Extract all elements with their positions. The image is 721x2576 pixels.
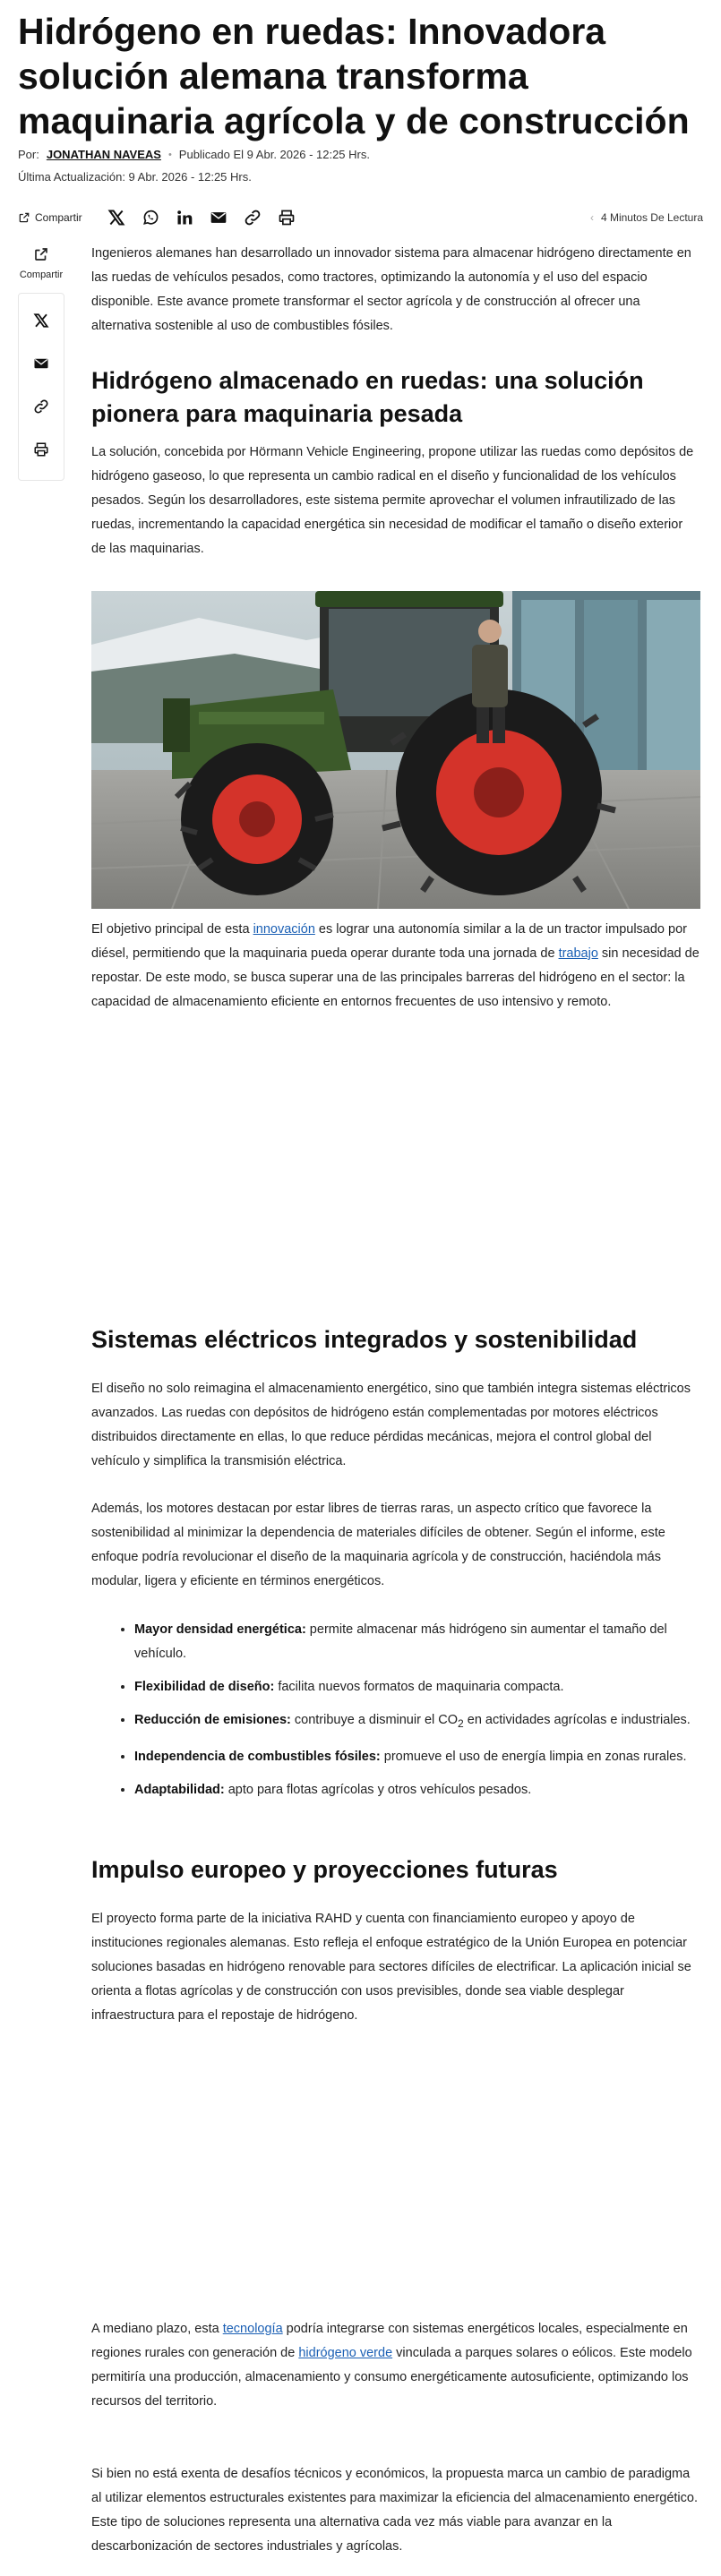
paragraph-objective-text-b: es lograr una autonomía similar a la de un tractor impulsado por diésel, permitiendo que la maquinaria pueda operar durante toda una jornada de [91,922,687,961]
print-icon [278,209,296,227]
paragraph-mid-term-text-c: vinculada a parques solares o eólicos. Este modelo permitiría una producción, almacenamiento y consumo energéticamente autosuficiente, optimizando los recursos del territorio. [91,2346,692,2409]
linkedin-icon [176,209,193,227]
list-item [134,1708,700,1736]
copy-link-button[interactable] [238,204,267,231]
share-icon [18,211,30,224]
sidebar-x-button[interactable] [23,301,59,344]
share-bar [18,204,703,231]
tractor-photo [91,591,700,909]
x-icon [33,312,49,333]
byline [18,148,370,161]
link-icon [244,209,262,227]
link-trabajo[interactable]: trabajo [558,946,598,961]
benefit-text-continued: en actividades agrícolas e industriales. [463,1713,691,1727]
benefit-term: Independencia de combustibles fósiles: [134,1749,381,1764]
sticky-share-sidebar [18,246,64,481]
chevron-left-icon: ‹ [589,211,594,224]
benefit-term: Adaptabilidad: [134,1782,225,1797]
share-x-button[interactable] [102,204,131,231]
section-heading-european-push: Impulso europeo y proyecciones futuras [91,1856,558,1883]
paragraph-mid-term-text-b: podría integrarse con sistemas energéticos locales, especialmente en regiones rurales con generación de [91,2322,688,2360]
benefit-text: permite almacenar más hidrógeno sin aumentar el tamaño del vehículo. [134,1622,667,1661]
print-icon [33,441,49,462]
byline-separator: • [167,149,172,160]
section-heading-electric-systems: Sistemas eléctricos integrados y sostenibilidad [91,1326,638,1353]
list-item [134,1745,700,1769]
paragraph-mid-term [91,2317,700,2414]
read-time [590,211,703,224]
updated-date: Última Actualización: 9 Abr. 2026 - 12:25 Hrs. [18,170,252,184]
sidebar-link-button[interactable] [23,387,59,430]
email-icon [33,355,49,376]
benefit-text: promueve el uso de energía limpia en zonas rurales. [380,1749,687,1764]
link-innovacion[interactable]: innovación [253,922,315,937]
paragraph-mid-term-text-a: A mediano plazo, esta [91,2322,223,2336]
paragraph-conclusion: Si bien no está exenta de desafíos técnicos y económicos, la propuesta marca un cambio de paradigma al utilizar elementos estructurales existentes para maximizar la eficiencia del almacenamiento energético. Este tipo de soluciones representa una alternativa cada vez más viable para avanzar en la descarbonización de sectores industriales y agrícolas. [91,2467,698,2554]
whatsapp-icon [142,209,159,227]
paragraph-objective-text-a: El objetivo principal de esta [91,922,253,937]
share-label: Compartir [35,211,82,224]
benefit-text: contribuye a disminuir el CO [290,1713,459,1727]
published-date: Publicado El 9 Abr. 2026 - 12:25 Hrs. [178,148,370,161]
share-icon [33,246,49,265]
print-button[interactable] [272,204,301,231]
tractor-image [91,591,700,909]
paragraph-objective-text-c: sin necesidad de repostar. De este modo, se busca superar una de las principales barreras del hidrógeno en el sector: la capacidad de almacenamiento eficiente en entornos frecuentes de uso intensivo y remoto. [91,946,700,1009]
sidebar-print-button[interactable] [23,430,59,473]
read-time-label: 4 Minutos De Lectura [600,211,703,224]
benefit-subscript: 2 [458,1716,464,1730]
section-heading-hydrogen-wheels: Hidrógeno almacenado en ruedas: una solución pionera para maquinaria pesada [91,367,644,427]
paragraph-rahd-project: El proyecto forma parte de la iniciativa RAHD y cuenta con financiamiento europeo y apoyo de instituciones regionales alemanas. Esto refleja el enfoque estratégico de la Unión Europea en potenciar soluciones basadas en hidrógeno renovable para sectores difíciles de electrificar. La aplicación inicial se orienta a flotas agrícolas y de construcción con usos previsibles, donde sea viable desplegar infraestructura para el repostaje de hidrógeno. [91,1912,691,2023]
paragraph-rare-earths: Además, los motores destacan por estar libres de tierras raras, un aspecto crítico que favorece la sostenibilidad al minimizar la dependencia de materiales difíciles de obtener. Según el informe, este enfoque podría revolucionar el diseño de la maquinaria agrícola y de construcción, haciéndola más modular, ligera y eficiente en términos energéticos. [91,1502,665,1588]
byline-prefix: Por: [18,148,39,161]
email-icon [210,209,227,227]
author-link[interactable]: JONATHAN NAVEAS [46,148,161,161]
paragraph-objective [91,918,700,1014]
paragraph-electric-design: El diseño no solo reimagina el almacenamiento energético, sino que también integra sistemas eléctricos avanzados. Las ruedas con depósitos de hidrógeno están complementadas por motores eléctricos distribuidos directamente en ellas, lo que reduce pérdidas mecánicas, mejora el control global del vehículo y simplifica la transmisión eléctrica. [91,1382,691,1468]
benefit-text: apto para flotas agrícolas y otros vehículos pesados. [224,1782,532,1797]
paragraph-intro: Ingenieros alemanes han desarrollado un innovador sistema para almacenar hidrógeno directamente en las ruedas de vehículos pesados, como tractores, optimizando la autonomía y el uso del espacio disponible. Este avance promete transformar el sector agrícola y de construcción al ofrecer una alternativa sostenible al uso de combustibles fósiles. [91,246,691,333]
sidebar-share-button[interactable] [20,246,63,289]
benefit-text: facilita nuevos formatos de maquinaria compacta. [274,1680,564,1694]
link-tecnologia[interactable]: tecnología [222,2322,283,2336]
sidebar-share-label: Compartir [19,270,64,280]
benefit-term: Reducción de emisiones: [134,1713,291,1727]
share-whatsapp-button[interactable] [136,204,165,231]
share-linkedin-button[interactable] [170,204,199,231]
share-email-button[interactable] [204,204,233,231]
link-icon [33,398,49,419]
benefits-list [91,1618,700,1811]
list-item [134,1675,700,1699]
benefit-term: Mayor densidad energética: [134,1622,306,1637]
list-item [134,1778,700,1802]
list-item [134,1618,700,1666]
link-hidrogeno-verde[interactable]: hidrógeno verde [298,2346,393,2360]
sidebar-share-box [18,293,64,481]
share-button[interactable] [18,211,82,224]
sidebar-email-button[interactable] [23,344,59,387]
paragraph-solution: La solución, concebida por Hörmann Vehicle Engineering, propone utilizar las ruedas como depósitos de hidrógeno gaseoso, lo que representa un cambio radical en el diseño y funcionalidad de los vehículos pesados. Según los desarrolladores, este sistema permite aprovechar el volumen infrautilizado de las ruedas, incrementando la capacidad energética sin necesidad de modificar el tamaño o diseño exterior de las maquinarias. [91,445,694,556]
benefit-term: Flexibilidad de diseño: [134,1680,275,1694]
x-icon [107,209,125,227]
article-headline: Hidrógeno en ruedas: Innovadora solución alemana transforma maquinaria agrícola y de construcción [18,11,690,141]
